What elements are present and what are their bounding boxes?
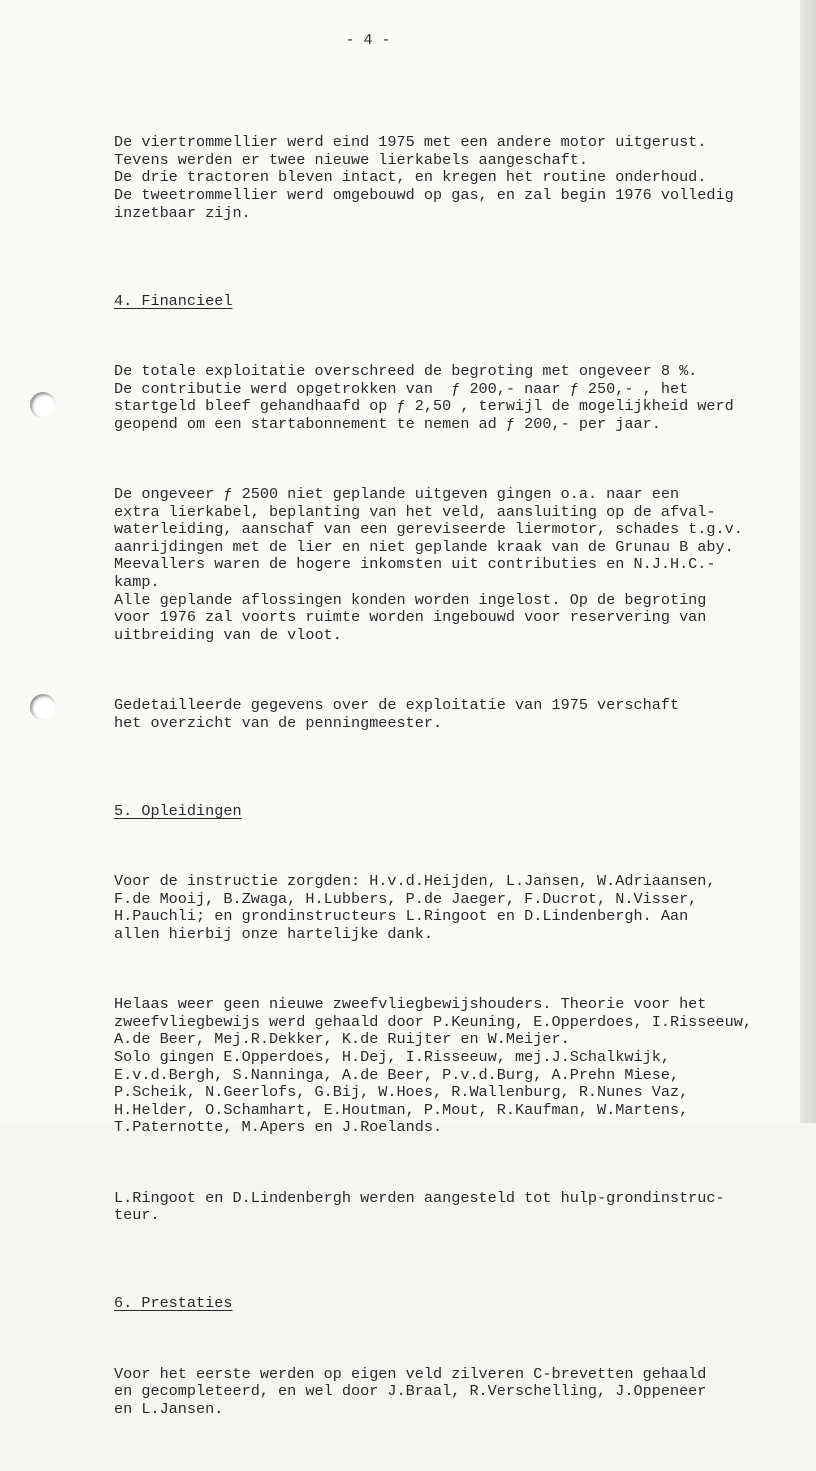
paragraph-financieel-1: De totale exploitatie overschreed de begroting met ongeveer 8 %. De contributie werd opgetrokken van ƒ 200,- naar ƒ 250,- , het startgeld bleef gehandhaafd op ƒ 2,50 , terwijl de mogelijkheid werd geopend om een startabonnement te nemen ad ƒ 200,- per jaar. [114, 361, 734, 433]
heading-prestaties: 6. Prestaties [114, 1294, 233, 1313]
heading-financieel: 4. Financieel [114, 291, 233, 310]
punch-hole-lower [30, 694, 56, 720]
document-body [114, 99, 794, 1471]
punch-hole-upper [30, 392, 56, 418]
paragraph-opleidingen-1: Voor de instructie zorgden: H.v.d.Heijden, L.Jansen, W.Adriaansen, F.de Mooij, B.Zwaga, H.Lubbers, P.de Jaeger, F.Ducrot, N.Visser, H.Pauchli; en grondinstructeurs L.Ringoot en D.Lindenbergh. Aan allen hierbij onze hartelijke dank. [114, 872, 716, 943]
paragraph-financieel-2: De ongeveer ƒ 2500 niet geplande uitgeven gingen o.a. naar een extra lierkabel, beplanting van het veld, aansluiting op de afval- waterleiding, aanschaf van een gereviseerde liermotor, schades t.g.v. aanrijdingen met de lier en niet geplande kraak van de Grunau B aby. Meevallers waren de hogere inkomsten uit contributies en N.J.H.C.- kamp. Alle geplande aflossingen konden worden ingelost. Op de begroting voor 1976 zal voorts ruimte worden ingebouwd voor reservering van uitbreiding van de vloot. [114, 485, 743, 644]
paragraph-opleidingen-2: Helaas weer geen nieuwe zweefvliegbewijshouders. Theorie voor het zweefvliegbewijs werd gehaald door P.Keuning, E.Opperdoes, I.Risseeuw, A.de Beer, Mej.R.Dekker, K.de Ruijter en W.Meijer. Solo gingen E.Opperdoes, H.Dej, I.Risseeuw, mej.J.Schalkwijk, E.v.d.Bergh, S.Nanninga, A.de Beer, P.v.d.Burg, A.Prehn Miese, P.Scheik, N.Geerlofs, G.Bij, W.Hoes, R.Wallenburg, R.Nunes Vaz, H.Helder, O.Schamhart, E.Houtman, P.Mout, R.Kaufman, W.Martens, T.Paternotte, M.Apers en J.Roelands. [114, 995, 752, 1137]
paragraph-financieel-3: Gedetailleerde gegevens over de exploitatie van 1975 verschaft het overzicht van de penningmeester. [114, 696, 680, 732]
page-edge [800, 0, 816, 1123]
paragraph-equipment: De viertrommellier werd eind 1975 met een andere motor uitgerust. Tevens werden er twee nieuwe lierkabels aangeschaft. De drie tractoren bleven intact, en kregen het routine onderhoud. De tweetrommellier werd omgebouwd op gas, en zal begin 1976 volledig inzetbaar zijn. [114, 133, 734, 222]
paragraph-opleidingen-3: L.Ringoot en D.Lindenbergh werden aangesteld tot hulp-grondinstruc- teur. [114, 1188, 725, 1225]
page-number: - 4 - [345, 32, 391, 49]
heading-opleidingen: 5. Opleidingen [114, 801, 242, 820]
paragraph-prestaties-1: Voor het eerste werden op eigen veld zilveren C-brevetten gehaald en gecompleteerd, en wel door J.Braal, R.Verschelling, J.Oppeneer en L.Jansen. [114, 1364, 707, 1418]
